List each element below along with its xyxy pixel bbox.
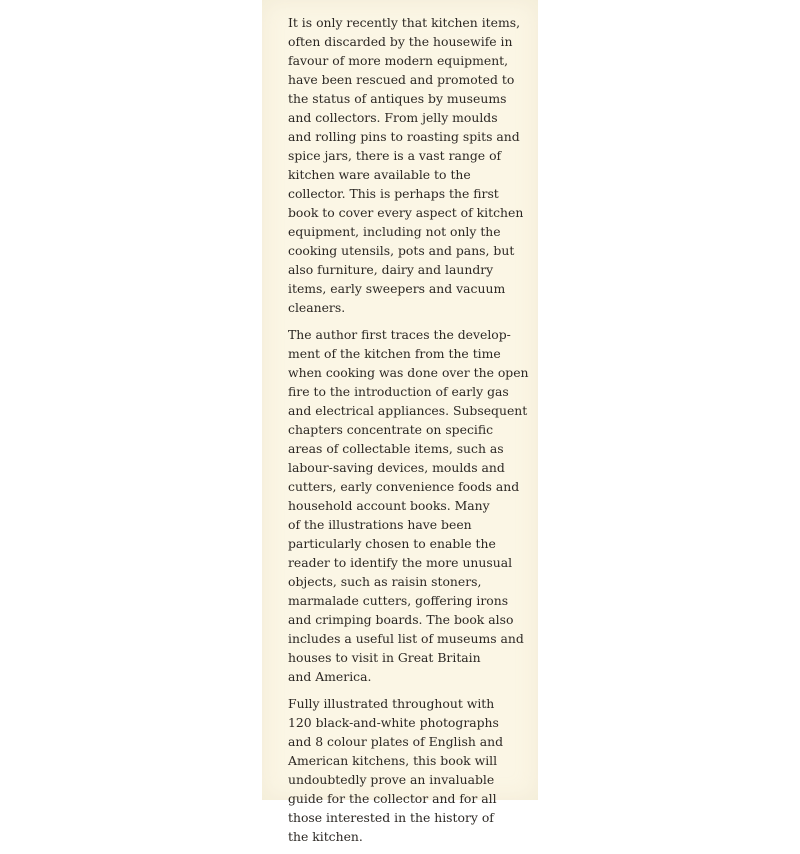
text-line: areas of collectable items, such as <box>288 441 504 456</box>
blurb-text <box>288 13 550 854</box>
text-line: equipment, including not only the <box>288 224 501 239</box>
text-line: when cooking was done over the open <box>288 365 529 380</box>
text-line: household account books. Many <box>288 498 490 513</box>
text-line: of the illustrations have been <box>288 517 472 532</box>
text-line: the status of antiques by museums <box>288 91 507 106</box>
text-line: and rolling pins to roasting spits and <box>288 129 520 144</box>
paragraph-3 <box>288 694 550 846</box>
text-line: and electrical appliances. Subsequent <box>288 403 528 418</box>
text-line: book to cover every aspect of kitchen <box>288 205 524 220</box>
text-line: and America. <box>288 669 372 684</box>
text-line: guide for the collector and for all <box>288 791 497 806</box>
text-line: spice jars, there is a vast range of <box>288 148 502 163</box>
text-line: fire to the introduction of early gas <box>288 384 509 399</box>
text-line: reader to identify the more unusual <box>288 555 513 570</box>
text-line: chapters concentrate on specific <box>288 422 494 437</box>
text-line: favour of more modern equipment, <box>288 53 509 68</box>
text-line: also furniture, dairy and laundry <box>288 262 494 277</box>
text-line: items, early sweepers and vacuum <box>288 281 506 296</box>
text-line: houses to visit in Great Britain <box>288 650 481 665</box>
text-line: and collectors. From jelly moulds <box>288 110 498 125</box>
text-line: often discarded by the housewife in <box>288 34 513 49</box>
text-line: American kitchens, this book will <box>288 753 498 768</box>
text-line: The author first traces the develop- <box>288 327 511 342</box>
text-line: the kitchen. <box>288 829 363 844</box>
text-line: kitchen ware available to the <box>288 167 471 182</box>
text-line: Fully illustrated throughout with <box>288 696 495 711</box>
text-line: cooking utensils, pots and pans, but <box>288 243 515 258</box>
paragraph-1 <box>288 13 550 317</box>
text-line: cutters, early convenience foods and <box>288 479 520 494</box>
text-line: undoubtedly prove an invaluable <box>288 772 495 787</box>
text-line: includes a useful list of museums and <box>288 631 524 646</box>
text-line: 120 black-and-white photographs <box>288 715 499 730</box>
text-line: particularly chosen to enable the <box>288 536 496 551</box>
text-line: objects, such as raisin stoners, <box>288 574 482 589</box>
text-line: those interested in the history of <box>288 810 494 825</box>
paragraph-2 <box>288 325 550 686</box>
text-line: have been rescued and promoted to <box>288 72 515 87</box>
text-line: It is only recently that kitchen items, <box>288 15 521 30</box>
text-line: marmalade cutters, goffering irons <box>288 593 509 608</box>
text-line: and crimping boards. The book also <box>288 612 514 627</box>
text-line: and 8 colour plates of English and <box>288 734 504 749</box>
text-line: cleaners. <box>288 300 346 315</box>
text-line: collector. This is perhaps the first <box>288 186 499 201</box>
text-line: ment of the kitchen from the time <box>288 346 501 361</box>
text-line: labour-saving devices, moulds and <box>288 460 505 475</box>
